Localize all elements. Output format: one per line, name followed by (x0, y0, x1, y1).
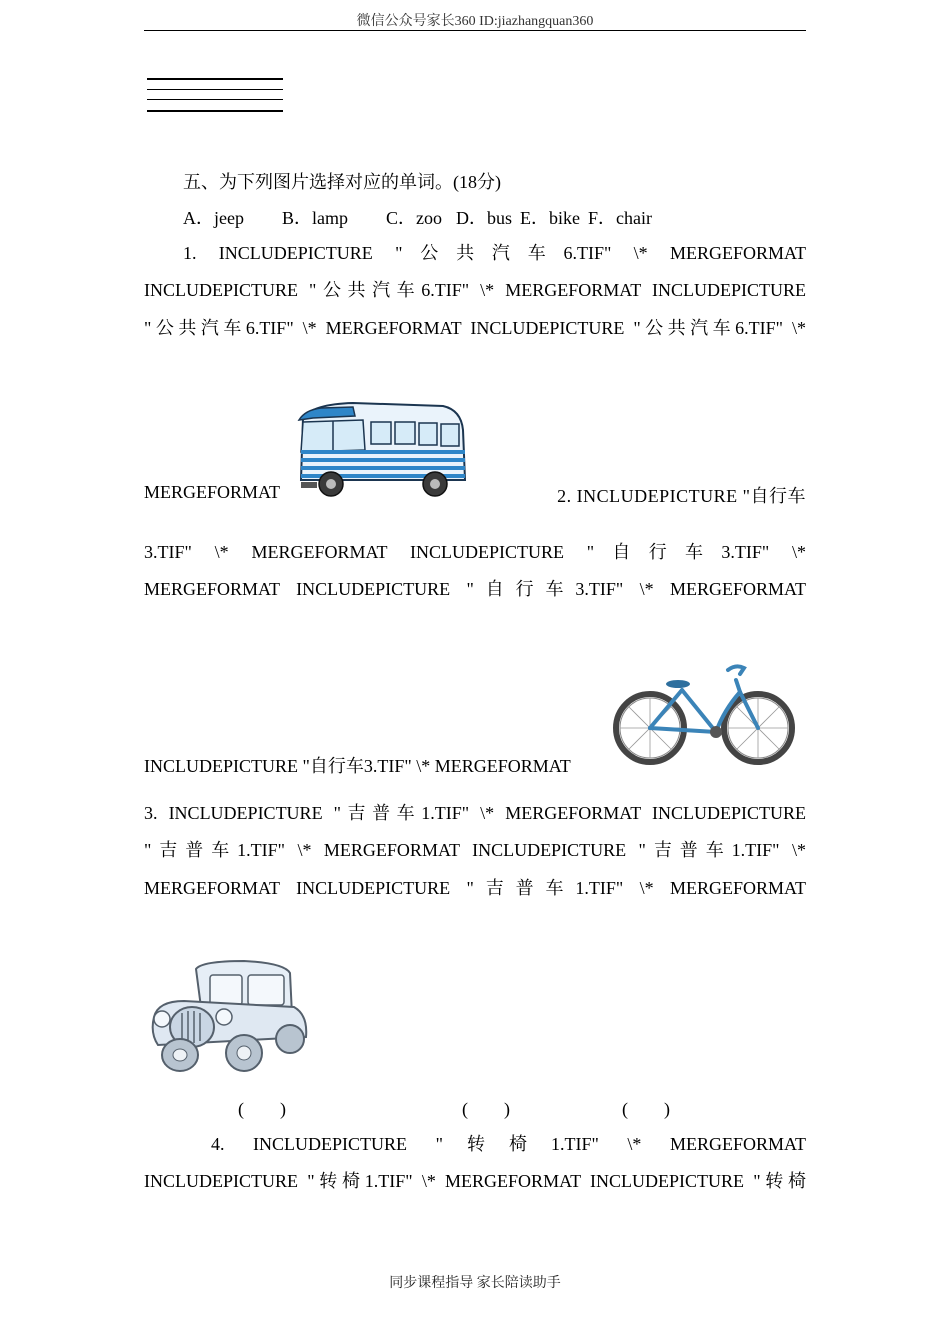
decorative-line-1 (147, 78, 283, 80)
q1-line-1: 1. INCLUDEPICTURE "公共汽车6.TIF" \* MERGEFORMAT (183, 243, 806, 263)
answer-bracket-2[interactable]: ( ) (462, 1099, 510, 1119)
decorative-line-4 (147, 110, 283, 112)
answer-bracket-1[interactable]: ( ) (238, 1099, 286, 1119)
q2-line-2: 3.TIF" \* MERGEFORMAT INCLUDEPICTURE "自行车3.TIF" \* (144, 542, 806, 562)
bus-picture (293, 400, 468, 500)
jeep-picture (144, 955, 310, 1077)
q3-line-3: MERGEFORMAT INCLUDEPICTURE "吉普车1.TIF" \* MERGEFORMAT (144, 878, 806, 898)
decorative-line-3 (147, 99, 283, 100)
q3-line-1: 3. INCLUDEPICTURE "吉普车1.TIF" \* MERGEFORMAT INCLUDEPICTURE (144, 803, 806, 823)
option-list (183, 204, 652, 230)
q2-line-1: 2. INCLUDEPICTURE "自行车 (557, 486, 806, 506)
option-d: D．bus (455, 208, 512, 228)
option-c: C．zoo (385, 208, 442, 228)
option-e: E．bike (520, 208, 580, 228)
bicycle-picture (612, 660, 796, 770)
page-footer: 同步课程指导 家长陪读助手 (389, 1276, 561, 1291)
q1-line-3: "公共汽车6.TIF" \* MERGEFORMAT INCLUDEPICTURE "公共汽车6.TIF" \* (144, 318, 806, 338)
q2-line-3: MERGEFORMAT INCLUDEPICTURE "自行车3.TIF" \* MERGEFORMAT (144, 579, 806, 599)
q4-line-1: 4. INCLUDEPICTURE "转椅1.TIF" \* MERGEFORMAT (211, 1134, 806, 1154)
header-rule (144, 30, 806, 31)
section-title: 五、为下列图片选择对应的单词。(18分) (183, 172, 501, 192)
q1-line-4: MERGEFORMAT (144, 482, 281, 502)
q4-line-2: INCLUDEPICTURE "转椅1.TIF" \* MERGEFORMAT INCLUDEPICTURE "转椅 (144, 1171, 806, 1191)
option-f: F．chair (588, 208, 652, 228)
decorative-line-2 (147, 89, 283, 90)
page-header: 微信公众号家长360 ID:jiazhangquan360 (356, 14, 594, 29)
option-b: B．lamp (281, 208, 348, 228)
q2-line-4: INCLUDEPICTURE "自行车3.TIF" \* MERGEFORMAT (144, 756, 571, 776)
q3-line-2: "吉普车1.TIF" \* MERGEFORMAT INCLUDEPICTURE "吉普车1.TIF" \* (144, 840, 806, 860)
answer-bracket-3[interactable]: ( ) (622, 1099, 670, 1119)
option-a: A．jeep (183, 208, 244, 228)
q1-line-2: INCLUDEPICTURE "公共汽车6.TIF" \* MERGEFORMAT INCLUDEPICTURE (144, 280, 806, 300)
